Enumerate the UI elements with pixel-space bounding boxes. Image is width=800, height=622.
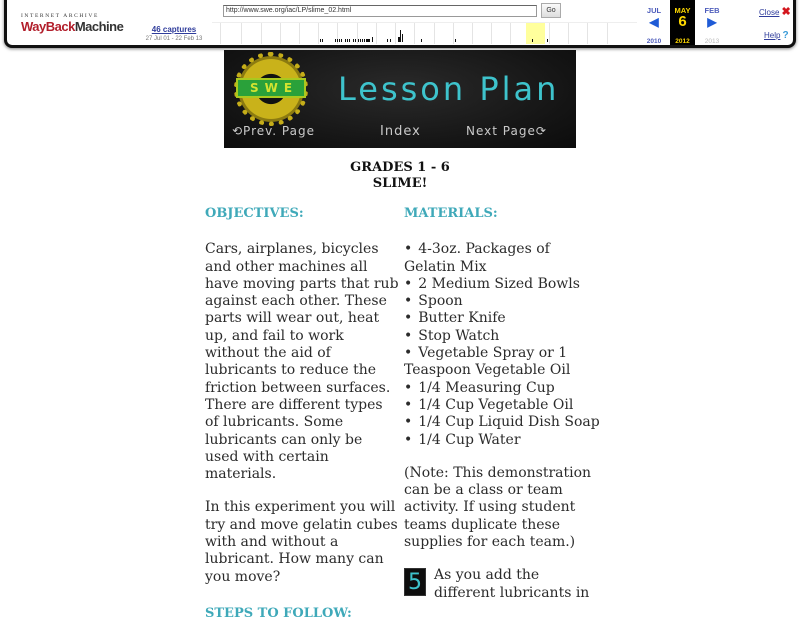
- help-button[interactable]: [764, 30, 789, 41]
- year-divider: [568, 23, 569, 44]
- grades-label: GRADES 1 - 6: [350, 160, 450, 175]
- material-item: • Spoon: [404, 293, 600, 310]
- prev-year[interactable]: 2010: [646, 38, 662, 45]
- swe-gear-logo: [236, 54, 306, 124]
- capture-bar: [339, 39, 340, 42]
- current-year: 2012: [675, 38, 690, 45]
- year-divider: [220, 23, 221, 44]
- internet-archive-text: INTERNET ARCHIVE: [21, 13, 99, 19]
- selected-year-highlight: [526, 23, 545, 44]
- year-divider: [607, 23, 608, 44]
- close-icon[interactable]: ✖: [781, 6, 791, 18]
- current-month: MAY: [674, 6, 691, 15]
- year-divider: [376, 23, 377, 44]
- prev-page-link[interactable]: ⟲Prev. Page: [232, 124, 315, 138]
- objectives-heading: OBJECTIVES:: [205, 206, 304, 221]
- prev-capture[interactable]: [639, 0, 669, 50]
- material-item: • 1/4 Cup Water: [404, 432, 600, 449]
- material-item: • 1/4 Cup Liquid Dish Soap: [404, 414, 600, 431]
- material-item: • 1/4 Measuring Cup: [404, 380, 600, 397]
- material-item: • 4-3oz. Packages of Gelatin Mix: [404, 241, 600, 276]
- capture-bar: [360, 39, 361, 42]
- material-item: • Stop Watch: [404, 328, 600, 345]
- lesson-title: SLIME!: [372, 176, 428, 191]
- materials-note: (Note: This demonstration can be a class or team activity. If using student teams duplicate these supplies for each team.): [404, 464, 592, 551]
- lesson-heading: [200, 160, 600, 192]
- swe-logo-text: SWE: [236, 78, 306, 98]
- captures-link[interactable]: 46 captures: [151, 25, 197, 34]
- objectives-paragraph: In this experiment you will try and move gelatin cubes with and without a lubricant. How many can you move?: [205, 499, 398, 585]
- objectives-column: [205, 205, 400, 622]
- capture-bar: [366, 39, 370, 42]
- capture-bar: [355, 39, 356, 42]
- next-arrow-icon[interactable]: ▶: [707, 15, 717, 29]
- next-capture[interactable]: [697, 0, 727, 50]
- year-divider: [280, 23, 281, 44]
- current-day: 6: [678, 13, 687, 30]
- captures-info: [139, 25, 209, 42]
- step-number-icon: 5: [404, 568, 426, 596]
- next-year: 2013: [704, 38, 720, 45]
- year-divider: [241, 23, 242, 44]
- material-item: • Vegetable Spray or 1 Teaspoon Vegetable Oil: [404, 345, 600, 380]
- next-page-link[interactable]: Next Page⟳: [466, 124, 547, 138]
- steps-heading: STEPS TO FOLLOW:: [205, 605, 352, 621]
- capture-bar: [400, 30, 401, 42]
- capture-bar: [353, 39, 354, 42]
- capture-bar: [347, 39, 348, 42]
- capture-bar: [341, 39, 342, 42]
- material-item: • Butter Knife: [404, 310, 600, 327]
- next-month[interactable]: FEB: [704, 6, 720, 15]
- capture-bar: [349, 39, 350, 42]
- machine-word: Machine: [74, 19, 124, 34]
- capture-bar: [421, 39, 422, 42]
- year-divider: [510, 23, 511, 44]
- url-input[interactable]: http://www.swe.org/iac/LP/slime_02.html: [223, 5, 537, 17]
- wayback-word: WayBack: [21, 19, 75, 34]
- capture-bar: [455, 39, 456, 42]
- capture-bar: [358, 39, 359, 42]
- material-item: • 2 Medium Sized Bowls: [404, 276, 600, 293]
- objectives-paragraph: Cars, airplanes, bicycles and other machines all have moving parts that rub against each other. These parts will wear out, heat up, and fail to work without the aid of lubricants to reduce the friction between surfaces. There are different types of lubricants. Some lubricants can only be used with certain materials.: [205, 241, 399, 483]
- material-item: • 1/4 Cup Vegetable Oil: [404, 397, 600, 414]
- materials-heading: MATERIALS:: [404, 206, 498, 221]
- lesson-plan-banner: [224, 50, 576, 148]
- year-divider: [299, 23, 300, 44]
- capture-bar: [345, 39, 346, 42]
- capture-bar: [364, 39, 365, 42]
- capture-bar: [402, 34, 403, 42]
- step-5: [404, 567, 600, 602]
- capture-bar: [532, 39, 533, 42]
- index-link[interactable]: Index: [380, 124, 421, 139]
- year-divider: [549, 23, 550, 44]
- materials-column: [404, 205, 600, 602]
- capture-calendar: [639, 0, 729, 45]
- year-divider: [453, 23, 454, 44]
- capture-bar: [362, 39, 363, 42]
- year-divider: [414, 23, 415, 44]
- help-icon[interactable]: ?: [782, 30, 789, 41]
- captures-sparkline[interactable]: [212, 22, 637, 43]
- wayback-machine-wordmark: [21, 19, 124, 34]
- step-5-text: As you add the different lubricants in: [434, 567, 590, 601]
- wayback-toolbar: [4, 0, 796, 48]
- year-divider: [472, 23, 473, 44]
- year-divider: [491, 23, 492, 44]
- year-divider: [434, 23, 435, 44]
- year-divider: [587, 23, 588, 44]
- close-label[interactable]: Close: [759, 8, 780, 17]
- current-capture: [670, 0, 695, 45]
- prev-month[interactable]: JUL: [646, 6, 662, 15]
- capture-bar: [337, 39, 338, 42]
- wayback-logo[interactable]: [21, 13, 124, 34]
- capture-bar: [372, 37, 373, 42]
- close-button[interactable]: [759, 5, 791, 18]
- banner-title: Lesson Plan: [338, 70, 560, 108]
- capture-bar: [322, 39, 323, 42]
- capture-bar: [547, 39, 548, 42]
- year-divider: [395, 23, 396, 44]
- year-divider: [318, 23, 319, 44]
- year-divider: [261, 23, 262, 44]
- capture-bar: [335, 39, 336, 42]
- captures-range: 27 Jul 01 - 22 Feb 13: [145, 36, 203, 42]
- capture-bar: [320, 39, 321, 42]
- capture-bar: [390, 39, 391, 42]
- prev-arrow-icon[interactable]: ◀: [649, 15, 659, 29]
- materials-list: [404, 241, 600, 449]
- help-label[interactable]: Help: [764, 31, 781, 40]
- go-button[interactable]: Go: [541, 3, 561, 18]
- capture-bar: [387, 39, 388, 42]
